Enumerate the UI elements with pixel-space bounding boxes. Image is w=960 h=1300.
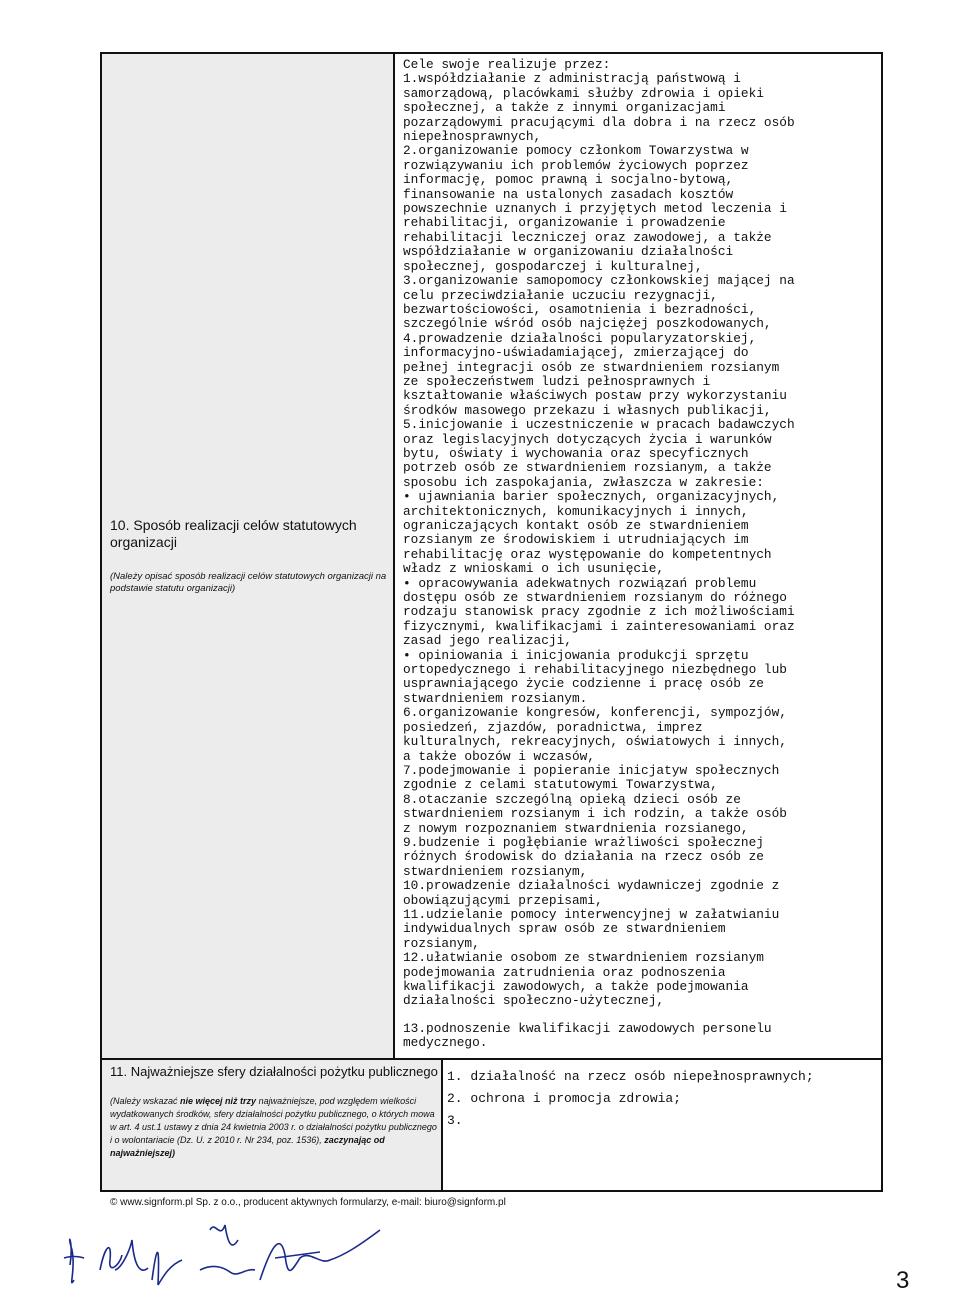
section10-label-cell xyxy=(102,54,395,1058)
section10-content-cell xyxy=(397,54,881,1058)
section10-note: (Należy opisać sposób realizacji celów statutowych organizacji na podstawie statutu organizacji) xyxy=(110,571,387,594)
section10-item13-cell xyxy=(397,1022,881,1058)
section11-note: (Należy wskazać nie więcej niż trzy najważniejsze, pod względem wielkości wydatkowanych środków, sfery działalności pożytku publicznego, o których mowa w art. 4 ust.1 ustawy z dnia 24 kwietnia 2003 r. o działalności pożytku publicznego i o wolontariacie (Dz. U. z 2010 r. Nr 234, poz. 1536), zaczynając od najważniejszej) xyxy=(110,1096,437,1158)
section10-item13: 13.podnoszenie kwalifikacji zawodowych personelu medycznego. xyxy=(403,1021,772,1051)
section10-title: 10. Sposób realizacji celów statutowych organizacji xyxy=(110,517,357,550)
section11-spheres-list xyxy=(447,1066,877,1132)
handwritten-signatures xyxy=(60,1210,400,1300)
page-number: 3 xyxy=(896,1267,910,1294)
sphere-item-1: 1. działalność na rzecz osób niepełnosprawnych; xyxy=(447,1069,814,1084)
section11-title: 11. Najważniejsze sfery działalności pożytku publicznego xyxy=(110,1064,438,1079)
sphere-item-3: 3. xyxy=(447,1113,463,1128)
section10-content: Cele swoje realizuje przez: 1.współdziałanie z administracją państwową i samorządową, placówkami służby zdrowia i opieki społecznej, a także z innymi organizacjami pozarządowymi pracującymi dla dobra i na rzecz osób niepełnosprawnych, 2.organizowanie pomocy członkom Towarzystwa w rozwiązywaniu ich problemów życiowych poprzez informację, pomoc prawną i socjalno-bytową, finansowanie na ustalonych zasadach kosztów powszechnie uznanych i przyjętych metod leczenia i rehabilitacji, organizowanie i prowadzenie rehabilitacji leczniczej oraz zawodowej, a także współdziałanie w organizowaniu działalności społecznej, gospodarczej i kulturalnej, 3.organizowanie samopomocy członkowskiej mającej na celu przeciwdziałanie uczuciu rezygnacji, bezwartościowości, osamotnienia i bezradności, szczególnie wśród osób najciężej poszkodowanych, 4.prowadzenie działalności popularyzatorskiej, informacyjno-uświadamiającej, zmierzającej do pełnej integracji osób ze stwardnieniem rozsianym ze społeczeństwem ludzi pełnosprawnych i kształtowanie właściwych postaw przy wykorzystaniu środków masowego przekazu i własnych publikacji, 5.inicjowanie i uczestniczenie w pracach badawczych oraz legislacyjnych dotyczących życia i warunków bytu, oświaty i wychowania oraz specyficznych potrzeb osób ze stwardnieniem rozsianym, a także sposobu ich zaspokajania, zwłaszcza w zakresie: • ujawniania barier społecznych, organizacyjnych, architektonicznych, komunikacyjnych i innych, ograniczających kontakt osób ze stwardnieniem rozsianym ze środowiskiem i utrudniających im rehabilitację oraz występowanie do kompetentnych władz z wnioskami o ich usunięcie, • opracowywania adekwatnych rozwiązań problemu dostępu osób ze stwardnieniem rozsianym do różnego rodzaju stanowisk pracy zgodnie z ich możliwościami fizycznymi, kwalifikacjami i zainteresowaniami oraz zasad jego realizacji, • opiniowania i inicjowania produkcji sprzętu ortopedycznego i rehabilitacyjnego niezbędnego lub usprawniającego życie codzienne i pracę osób ze stwardnieniem rozsianym. 6.organizowanie kongresów, konferencji, sympozjów, posiedzeń, zjazdów, poradnictwa, imprez kulturalnych, rekreacyjnych, oświatowych i innych, a także obozów i wczasów, 7.podejmowanie i popieranie inicjatyw społecznych zgodnie z celami statutowymi Towarzystwa, 8.otaczanie szczególną opieką dzieci osób ze stwardnieniem rozsianym i ich rodzin, a także osób z nowym rozpoznaniem stwardnienia rozsianego, 9.budzenie i pogłębianie wrażliwości społecznej różnych środowisk do działania na rzecz osób ze stwardnieniem rozsianym, 10.prowadzenie działalności wydawniczej zgodnie z obowiązującymi przepisami, 11.udzielanie pomocy interwencyjnej w załatwianiu indywidualnych spraw osób ze stwardnieniem rozsianym, 12.ułatwianie osobom ze stwardnieniem rozsianym podejmowania zatrudnienia oraz podnoszenia kwalifikacji zawodowych, a także podejmowania działalności społeczno-użytecznej, xyxy=(403,57,795,1009)
sphere-item-2: 2. ochrona i promocja zdrowia; xyxy=(447,1091,682,1106)
footer-credit: © www.signform.pl Sp. z o.o., producent aktywnych formularzy, e-mail: biuro@signform.pl xyxy=(110,1197,506,1208)
